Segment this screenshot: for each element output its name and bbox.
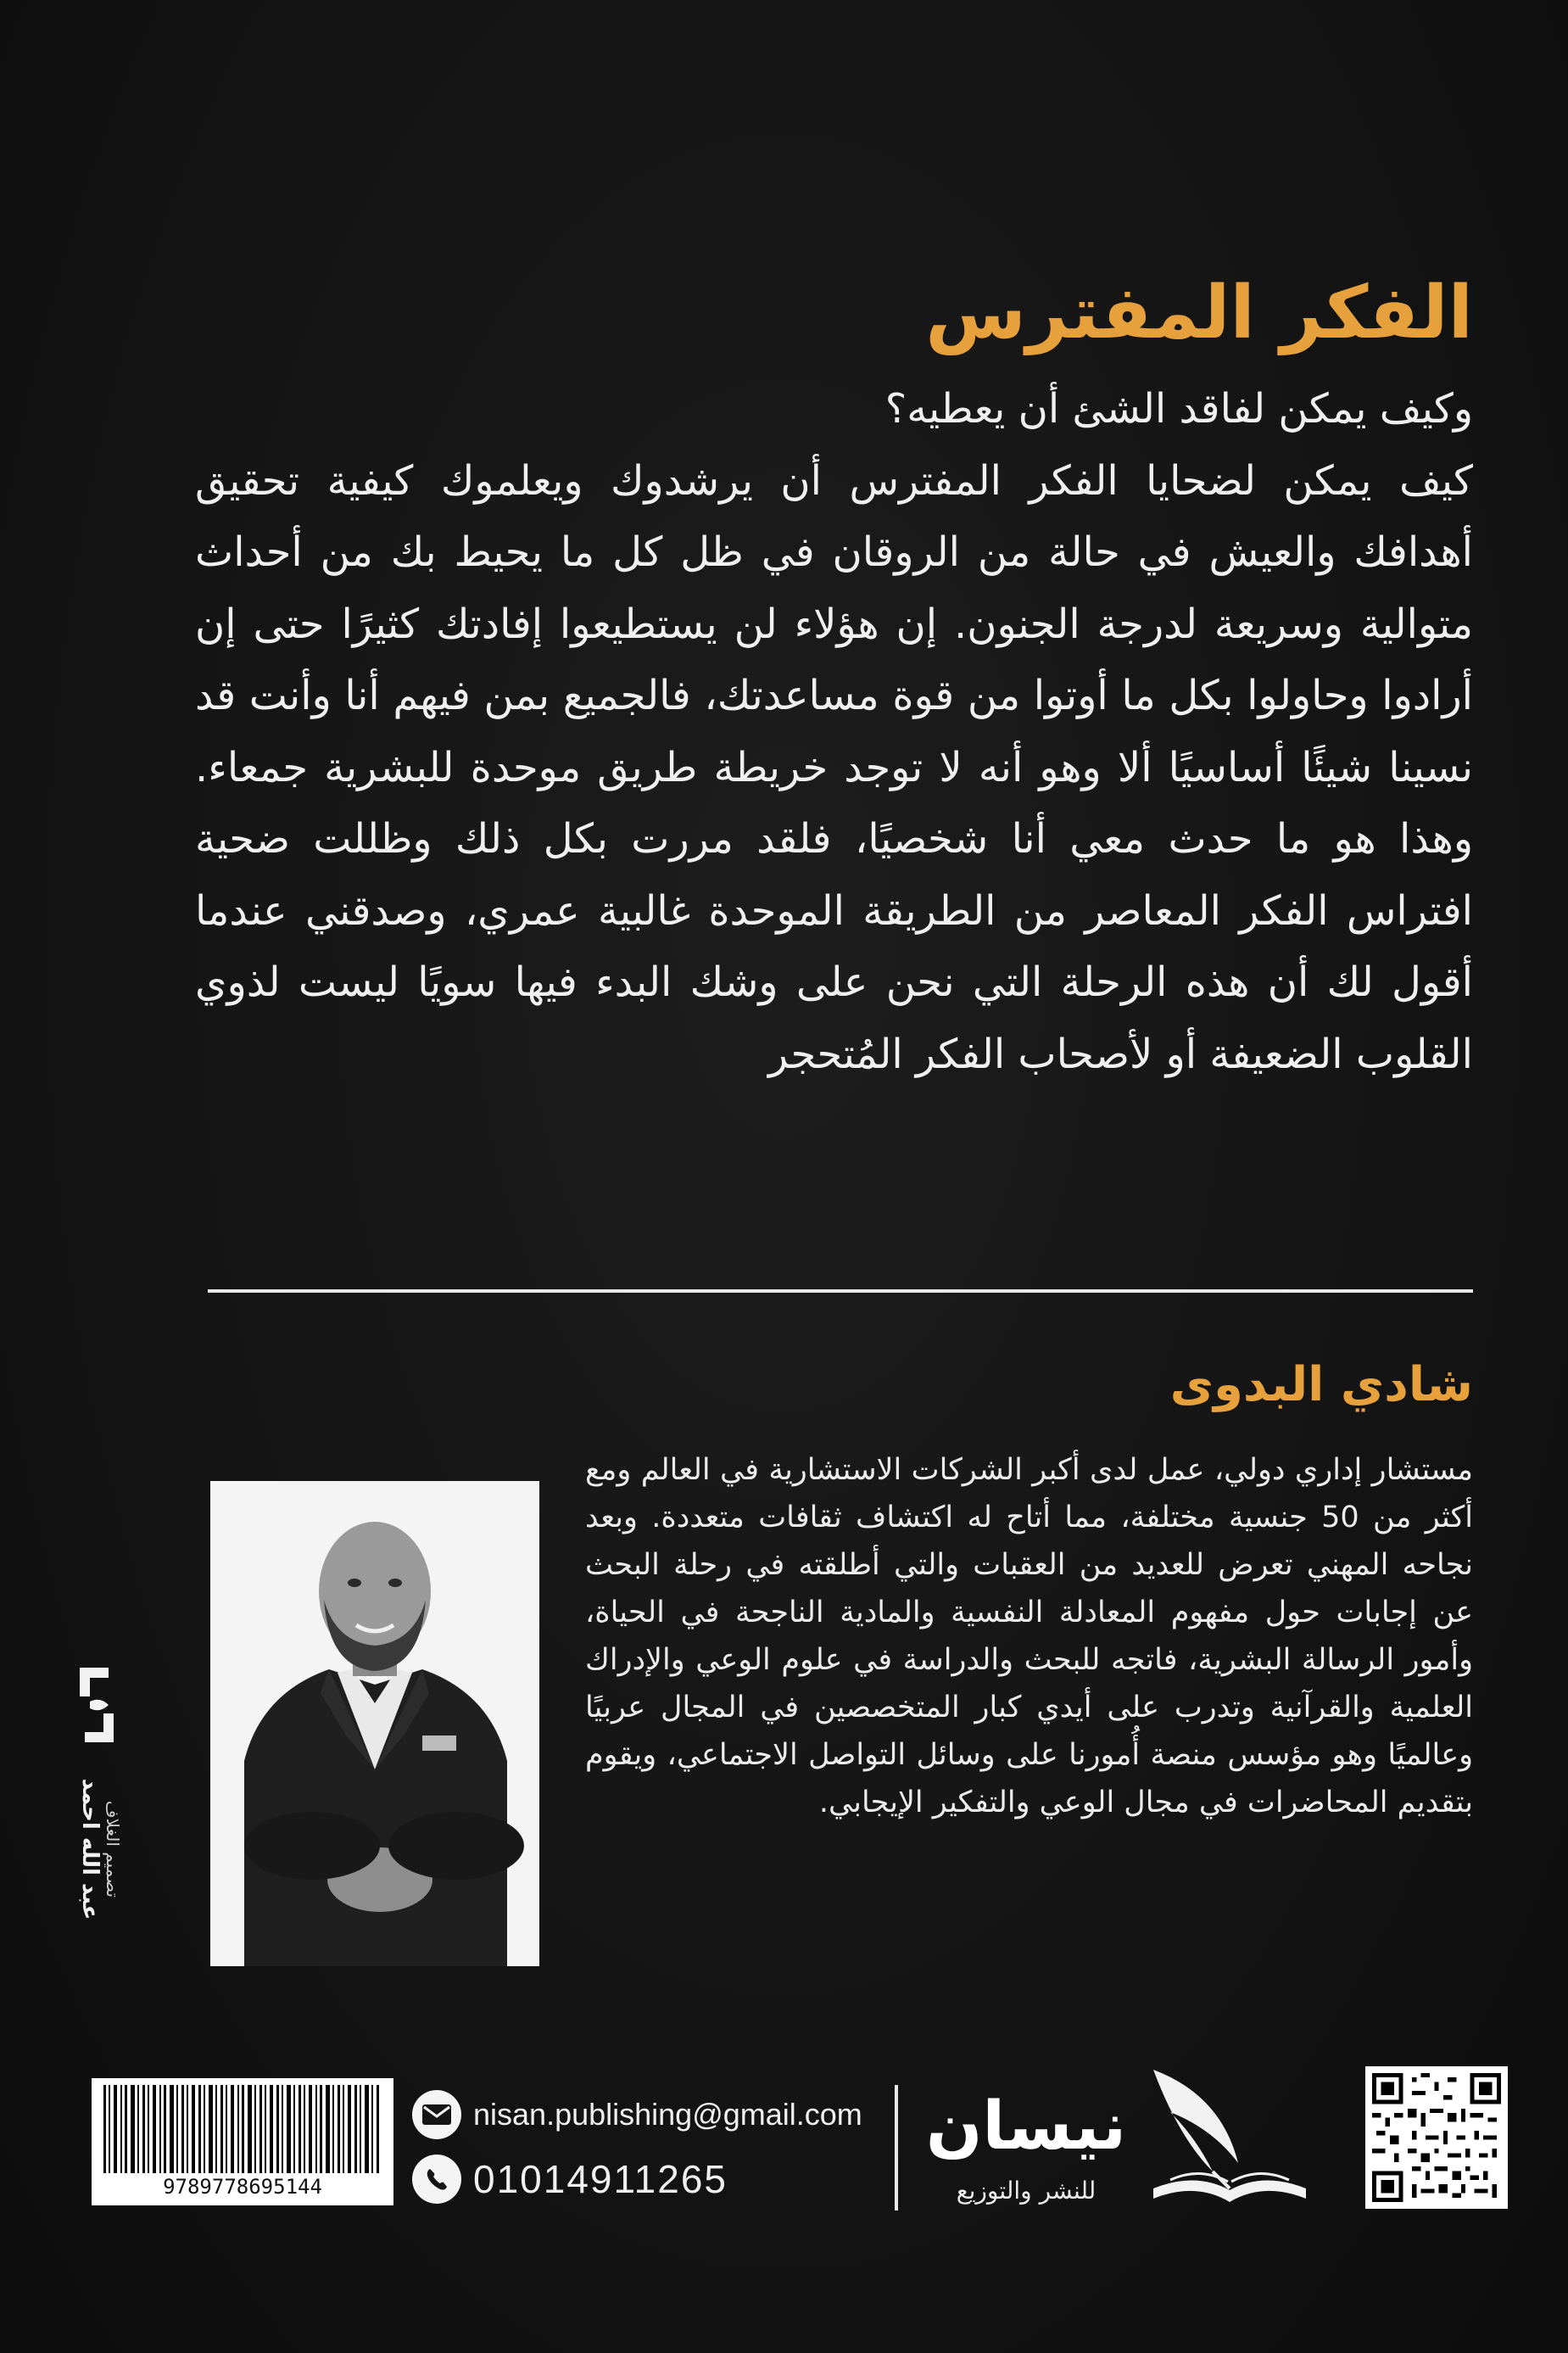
section-divider <box>208 1289 1473 1293</box>
contact-email-row[interactable] <box>412 2090 862 2139</box>
isbn-number: 9789778695144 <box>163 2175 322 2199</box>
qr-code-icon <box>1372 2073 1501 2202</box>
whatsapp-phone-icon <box>412 2155 461 2204</box>
qr-code[interactable] <box>1365 2066 1508 2209</box>
designer-logo-icon <box>75 1663 119 1747</box>
author-bio: مستشار إداري دولي، عمل لدى أكبر الشركات الاستشارية في العالم ومع أكثر من 50 جنسية مختلفة، مما أتاح له اكتشاف ثقافات متعددة. وبعد نجاحه المهني تعرض للعديد من العقبات والتي أطلقته في رحلة البحث عن إجابات حول مفهوم المعادلة النفسية والمادية الناجحة في الحياة، وأمور الرسالة البشرية، فاتجه للبحث والدراسة في علوم الوعي والإدراك العلمية والقرآنية وتدرب على أيدي كبار المتخصصين في المجال عربيًا وعالميًا وهو مؤسس منصة أُمورنا على وسائل التواصل الاجتماعي، ويقوم بتقديم المحاضرات في مجال الوعي والتفكير الإيجابي. <box>585 1453 1474 1819</box>
publisher-name: نيسان <box>925 2088 1127 2165</box>
cover-credit-label: تصميم الغلاف <box>103 1800 123 1898</box>
book-blurb <box>195 373 1473 1090</box>
cover-credit-name: عبد الله احمد <box>77 1778 103 1920</box>
contact-separator <box>895 2085 898 2210</box>
envelope-icon <box>412 2090 461 2139</box>
contact-phone[interactable]: 01014911265 <box>473 2157 728 2201</box>
quill-book-icon <box>1119 2061 1331 2214</box>
author-photo <box>210 1481 539 1966</box>
cover-designer-credit <box>66 1764 134 1934</box>
barcode-icon <box>98 2085 387 2173</box>
contact-phone-row[interactable] <box>412 2155 728 2204</box>
publisher-tagline: للنشر والتوزيع <box>956 2177 1096 2205</box>
author-name: شادي البدوى <box>1169 1357 1473 1412</box>
intro-question: وكيف يمكن لفاقد الشئ أن يعطيه؟ <box>884 385 1473 433</box>
publisher-logo <box>924 2061 1331 2214</box>
isbn-barcode <box>92 2078 393 2205</box>
book-title: الفكر المفترس <box>925 271 1473 355</box>
intro-paragraph: كيف يمكن لضحايا الفكر المفترس أن يرشدوك ويعلموك كيفية تحقيق أهدافك والعيش في حالة من الروقان في ظل كل ما يحيط بك من أحداث متوالية وسريعة لدرجة الجنون. إن هؤلاء لن يستطيعوا إفادتك كثيرًا حتى إن أرادوا وحاولوا بكل ما أوتوا من قوة مساعدتك، فالجميع بمن فيهم أنا وأنت قد نسينا شيئًا أساسيًا ألا وهو أنه لا توجد خريطة طريق موحدة للبشرية جمعاء. وهذا هو ما حدث معي أنا شخصيًا، فلقد مررت بكل ذلك وظللت ضحية افتراس الفكر المعاصر من الطريقة الموحدة غالبية عمري، وصدقني عندما أقول لك أن هذه الرحلة التي نحن على وشك البدء فيها سويًا ليست لذوي القلوب الضعيفة أو لأصحاب الفكر المُتحجر <box>195 456 1473 1078</box>
author-portrait-illustration <box>210 1481 539 1966</box>
contact-email[interactable]: nisan.publishing@gmail.com <box>473 2097 862 2132</box>
